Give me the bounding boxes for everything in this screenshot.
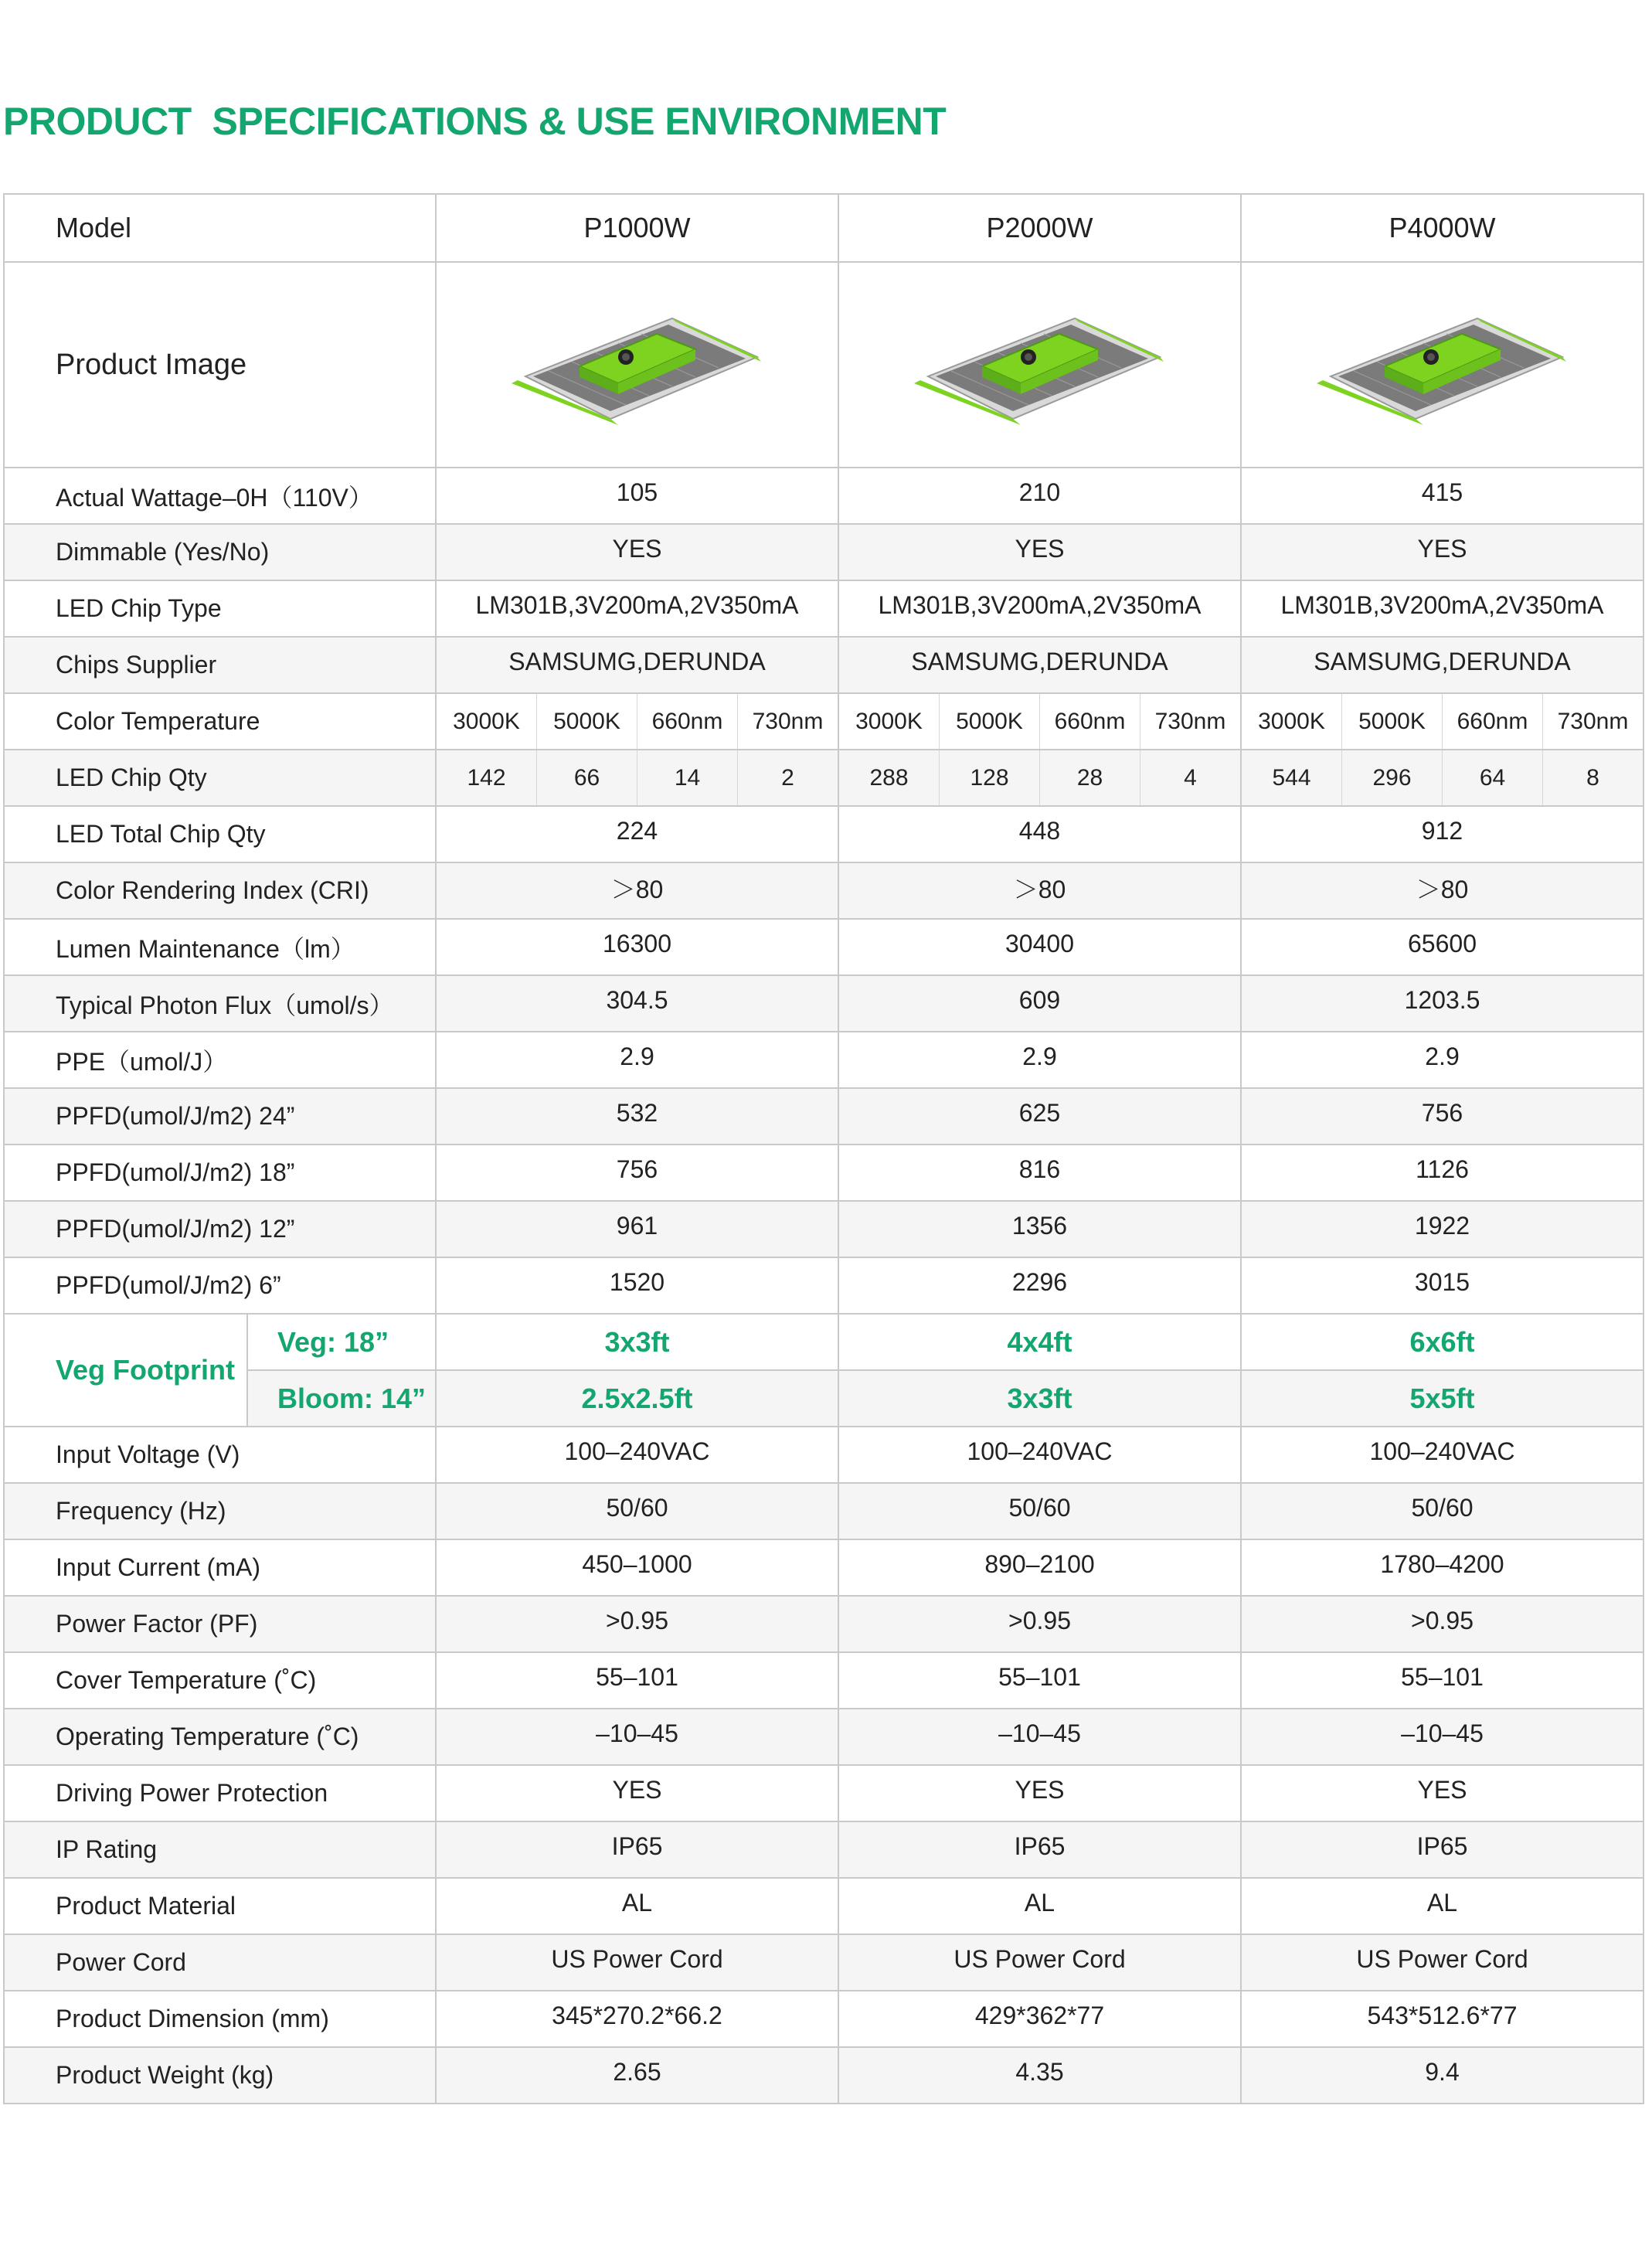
spec-subvalue: 66 [537,750,637,805]
spec-subvalue: 3000K [437,694,537,749]
spec-subvalue: 3000K [1242,694,1342,749]
spec-value-text: 100–240VAC [564,1437,710,1465]
spec-row-cover-temperature-c [4,1652,1644,1709]
spec-subvalue: 730nm [752,708,824,734]
spec-value-text: –10–45 [1401,1719,1484,1747]
spec-value [1241,1652,1644,1709]
spec-value [436,1652,838,1709]
spec-value-text: 429*362*77 [974,2002,1105,2029]
spec-value [436,1934,838,1991]
spec-value [1241,2047,1644,2104]
spec-row-typical-photon-flux-umol-s [4,975,1644,1032]
spec-value-text: US Power Cord [953,1945,1126,1973]
spec-subvalue: 28 [1040,750,1140,805]
spec-subvalue: 660nm [1443,694,1543,749]
spec-label: PPFD(umol/J/m2) 18” [4,1145,436,1201]
spec-value-text: YES [1015,1776,1065,1804]
spec-value-text: YES [1417,535,1467,563]
spec-row-power-factor-pf [4,1596,1644,1652]
spec-value-text: 16300 [603,930,671,957]
spec-subgroup [838,750,1241,806]
spec-subvalue: 2 [781,764,794,791]
spec-row-led-total-chip-qty [4,806,1644,862]
spec-value-text: US Power Cord [1356,1945,1528,1973]
spec-subvalue: 5000K [1342,694,1443,749]
veg-value: 6x6ft [1241,1314,1644,1370]
footprint-veg-row [4,1314,1644,1370]
spec-value-text: 625 [1018,1099,1061,1127]
spec-value-text: 961 [616,1212,658,1240]
spec-subvalue: 5000K [537,694,637,749]
spec-value-text: SAMSUMG,DERUNDA [1314,648,1571,675]
spec-value [838,1539,1241,1596]
spec-value-text: ＞80 [1416,875,1469,903]
grow-light-image [913,303,1168,427]
subgrid [437,694,838,749]
spec-value-text: 912 [1421,817,1463,845]
spec-value [838,524,1241,580]
spec-subvalue: 3000K [839,694,940,749]
spec-value-text: 2.9 [1022,1042,1057,1070]
spec-value-text: 105 [616,478,658,506]
spec-value [838,1709,1241,1765]
spec-subgroup [1241,750,1644,806]
spec-subvalue: 730nm [1154,708,1226,734]
spec-value-text: 55–101 [1401,1663,1484,1691]
spec-label: Power Factor (PF) [4,1596,436,1652]
spec-value-text: 2296 [1011,1268,1068,1296]
spec-row-product-weight-kg [4,2047,1644,2104]
spec-label: PPE（umol/J） [4,1032,436,1088]
spec-row-ppfd-umol-j-m2-6 [4,1257,1644,1314]
spec-value-text: YES [1417,1776,1467,1804]
spec-subgroup [436,693,838,750]
spec-value [436,1765,838,1821]
spec-value-text: 30400 [1005,930,1074,957]
spec-value [436,1991,838,2047]
spec-row-led-chip-type [4,580,1644,637]
spec-value [436,1878,838,1934]
product-image-row [4,262,1644,468]
spec-value-text: AL [621,1889,653,1917]
spec-value-text: 50/60 [1008,1494,1071,1522]
spec-value [1241,1709,1644,1765]
spec-subvalue: 64 [1443,750,1543,805]
spec-table [3,193,1644,2104]
spec-value-text: 1520 [609,1268,665,1296]
spec-value-text: 890–2100 [984,1550,1095,1578]
spec-value [436,580,838,637]
spec-value-text: ＞80 [610,875,664,903]
spec-value [436,806,838,862]
spec-subvalue: 142 [437,750,537,805]
spec-value-text: 3015 [1414,1268,1470,1296]
spec-value [436,862,838,919]
spec-value [1241,806,1644,862]
subgrid [839,750,1240,805]
spec-value [436,2047,838,2104]
spec-row-ppfd-umol-j-m2-12 [4,1201,1644,1257]
spec-value [838,637,1241,693]
spec-label: Driving Power Protection [4,1765,436,1821]
spec-value [436,1596,838,1652]
spec-label: Typical Photon Flux（umol/s） [4,975,436,1032]
spec-value-text: 2.65 [613,2058,661,2086]
spec-value-text: >0.95 [606,1607,668,1634]
spec-row-operating-temperature-c [4,1709,1644,1765]
spec-row-product-material [4,1878,1644,1934]
footprint-label: Veg Footprint [4,1314,247,1427]
spec-value-text: 224 [616,817,658,845]
spec-value-text: 1780–4200 [1380,1550,1504,1578]
spec-row-frequency-hz [4,1483,1644,1539]
spec-value [1241,1878,1644,1934]
spec-label: Power Cord [4,1934,436,1991]
bloom-label: Bloom: 14” [247,1370,436,1427]
spec-value [436,975,838,1032]
spec-value [1241,1483,1644,1539]
spec-value [1241,524,1644,580]
spec-value-text: AL [1426,1889,1458,1917]
spec-row-lumen-maintenance-lm [4,919,1644,975]
spec-value-text: ＞80 [1013,875,1066,903]
spec-value-text: YES [612,1776,662,1804]
spec-value [838,1483,1241,1539]
spec-value-text: 4.35 [1015,2058,1064,2086]
spec-value [1241,1427,1644,1483]
spec-value-text: 1203.5 [1404,986,1480,1014]
spec-value-text: 100–240VAC [967,1437,1113,1465]
spec-row-power-cord [4,1934,1644,1991]
spec-value [838,1427,1241,1483]
spec-value [436,1201,838,1257]
spec-row-input-current-ma [4,1539,1644,1596]
spec-row-led-chip-qty [4,750,1644,806]
grow-light-image [1315,303,1570,427]
spec-value [1241,1032,1644,1088]
spec-subvalue: 730nm [1557,708,1629,734]
spec-value [436,1145,838,1201]
spec-value-text: 65600 [1408,930,1477,957]
spec-value [838,919,1241,975]
spec-value-text: 210 [1018,478,1061,506]
spec-value-text: 415 [1421,478,1463,506]
spec-value [838,1934,1241,1991]
spec-subgroup [436,750,838,806]
spec-row-actual-wattage-0h-110v [4,468,1644,524]
spec-value-text: –10–45 [998,1719,1081,1747]
subgrid [437,750,838,805]
spec-value [838,1201,1241,1257]
spec-subvalue: 544 [1242,750,1342,805]
product-image-cell [838,262,1241,468]
page-title: PRODUCT SPECIFICATIONS & USE ENVIRONMENT [3,100,947,143]
spec-row-dimmable-yes-no [4,524,1644,580]
spec-value [838,580,1241,637]
spec-value-text: 543*512.6*77 [1367,2002,1518,2029]
spec-label: Color Rendering Index (CRI) [4,862,436,919]
spec-subvalue: 4 [1184,764,1197,791]
spec-value-text: LM301B,3V200mA,2V350mA [475,591,799,619]
spec-value [838,975,1241,1032]
spec-value [436,1539,838,1596]
spec-value [436,1821,838,1878]
spec-value-text: LM301B,3V200mA,2V350mA [1280,591,1604,619]
spec-value [838,1991,1241,2047]
spec-value-text: 55–101 [998,1663,1081,1691]
spec-value [838,1032,1241,1088]
spec-value [436,1032,838,1088]
spec-value [838,1652,1241,1709]
spec-value [838,1088,1241,1145]
spec-value-text: SAMSUMG,DERUNDA [508,648,766,675]
spec-value-text: LM301B,3V200mA,2V350mA [878,591,1202,619]
spec-subvalue: 660nm [637,694,738,749]
spec-value [436,1427,838,1483]
veg-value: 4x4ft [838,1314,1241,1370]
spec-label: Frequency (Hz) [4,1483,436,1539]
subgrid [1242,694,1643,749]
spec-value-text: 1126 [1416,1155,1469,1183]
spec-row-color-temperature [4,693,1644,750]
spec-value-text: YES [1015,535,1065,563]
spec-row-ppe-umol-j [4,1032,1644,1088]
spec-value [838,1878,1241,1934]
spec-value [1241,1257,1644,1314]
spec-row-chips-supplier [4,637,1644,693]
veg-value: 3x3ft [436,1314,838,1370]
grow-light-image [510,303,765,427]
spec-value [1241,1821,1644,1878]
spec-row-ppfd-umol-j-m2-24 [4,1088,1644,1145]
spec-subgroup [838,693,1241,750]
spec-value [1241,468,1644,524]
spec-subvalue: 5000K [940,694,1040,749]
spec-value-text: 55–101 [596,1663,678,1691]
spec-label: Product Dimension (mm) [4,1991,436,2047]
spec-value-text: >0.95 [1008,1607,1071,1634]
spec-value-text: 450–1000 [582,1550,692,1578]
spec-value [1241,1201,1644,1257]
spec-label: Color Temperature [4,693,436,750]
model-name: P4000W [1241,194,1644,262]
spec-value [838,1821,1241,1878]
spec-value [1241,1765,1644,1821]
spec-label: Product Material [4,1878,436,1934]
spec-value [838,1257,1241,1314]
spec-value-text: 50/60 [1411,1494,1474,1522]
spec-label: IP Rating [4,1821,436,1878]
spec-subvalue: 660nm [1040,694,1140,749]
spec-label: Product Weight (kg) [4,2047,436,2104]
spec-value-text: 532 [616,1099,658,1127]
spec-subvalue: 14 [637,750,738,805]
spec-value-text: >0.95 [1411,1607,1474,1634]
spec-value [436,524,838,580]
subgrid [839,694,1240,749]
spec-value [436,1088,838,1145]
model-name: P2000W [838,194,1241,262]
spec-value [436,637,838,693]
spec-value-text: 448 [1018,817,1061,845]
spec-value-text: 2.9 [1425,1042,1460,1070]
spec-value [1241,1539,1644,1596]
spec-value-text: 304.5 [606,986,668,1014]
spec-value-text: YES [612,535,662,563]
spec-value-text: 2.9 [620,1042,654,1070]
spec-row-driving-power-protection [4,1765,1644,1821]
spec-value-text: AL [1024,1889,1055,1917]
spec-subgroup [1241,693,1644,750]
model-label: Model [4,194,436,262]
spec-value-text: IP65 [1014,1832,1066,1860]
spec-value [838,1765,1241,1821]
spec-value-text: –10–45 [596,1719,678,1747]
spec-value [436,1483,838,1539]
veg-label: Veg: 18” [247,1314,436,1370]
spec-label: Actual Wattage–0H（110V） [4,468,436,524]
spec-label: PPFD(umol/J/m2) 6” [4,1257,436,1314]
spec-subvalue: 8 [1586,764,1599,791]
spec-value [1241,580,1644,637]
spec-label: Lumen Maintenance（lm） [4,919,436,975]
spec-value-text: IP65 [611,1832,663,1860]
spec-value-text: 756 [1421,1099,1463,1127]
spec-value-text: 756 [616,1155,658,1183]
spec-value [1241,975,1644,1032]
product-image-label: Product Image [4,262,436,468]
product-image-cell [1241,262,1644,468]
spec-row-ip-rating [4,1821,1644,1878]
subgrid [1242,750,1643,805]
spec-label: Dimmable (Yes/No) [4,524,436,580]
spec-value-text: 609 [1018,986,1061,1014]
spec-value [436,1257,838,1314]
bloom-value: 3x3ft [838,1370,1241,1427]
spec-value [1241,1145,1644,1201]
spec-label: Input Voltage (V) [4,1427,436,1483]
spec-value [1241,862,1644,919]
spec-value [838,1145,1241,1201]
spec-subvalue: 288 [839,750,940,805]
spec-value [838,468,1241,524]
spec-value [1241,637,1644,693]
spec-value [1241,1934,1644,1991]
spec-value-text: US Power Cord [551,1945,723,1973]
spec-label: Cover Temperature (˚C) [4,1652,436,1709]
spec-label: Operating Temperature (˚C) [4,1709,436,1765]
spec-value [1241,1088,1644,1145]
spec-row-product-dimension-mm [4,1991,1644,2047]
footprint-bloom-row [4,1370,1644,1427]
spec-value [1241,1596,1644,1652]
spec-row-ppfd-umol-j-m2-18 [4,1145,1644,1201]
spec-value-text: 1356 [1011,1212,1068,1240]
spec-subvalue: 296 [1342,750,1443,805]
spec-value [1241,1991,1644,2047]
bloom-value: 5x5ft [1241,1370,1644,1427]
spec-label: PPFD(umol/J/m2) 24” [4,1088,436,1145]
spec-value-text: SAMSUMG,DERUNDA [911,648,1168,675]
spec-subvalue: 128 [940,750,1040,805]
spec-value [838,806,1241,862]
spec-row-input-voltage-v [4,1427,1644,1483]
spec-value-text: 50/60 [606,1494,668,1522]
spec-value [436,1709,838,1765]
spec-label: Input Current (mA) [4,1539,436,1596]
spec-label: LED Chip Qty [4,750,436,806]
spec-value-text: IP65 [1416,1832,1468,1860]
spec-label: LED Total Chip Qty [4,806,436,862]
spec-value-text: 9.4 [1425,2058,1460,2086]
spec-value-text: 100–240VAC [1369,1437,1515,1465]
spec-value [436,468,838,524]
spec-label: Chips Supplier [4,637,436,693]
header-row [4,194,1644,262]
spec-value [838,2047,1241,2104]
spec-value [1241,919,1644,975]
spec-value [838,1596,1241,1652]
spec-row-color-rendering-index-cri [4,862,1644,919]
spec-value-text: 1922 [1414,1212,1470,1240]
bloom-value: 2.5x2.5ft [436,1370,838,1427]
model-name: P1000W [436,194,838,262]
spec-value-text: 816 [1018,1155,1061,1183]
spec-label: LED Chip Type [4,580,436,637]
spec-value [838,862,1241,919]
spec-label: PPFD(umol/J/m2) 12” [4,1201,436,1257]
product-image-cell [436,262,838,468]
spec-value [436,919,838,975]
spec-value-text: 345*270.2*66.2 [552,2002,722,2029]
